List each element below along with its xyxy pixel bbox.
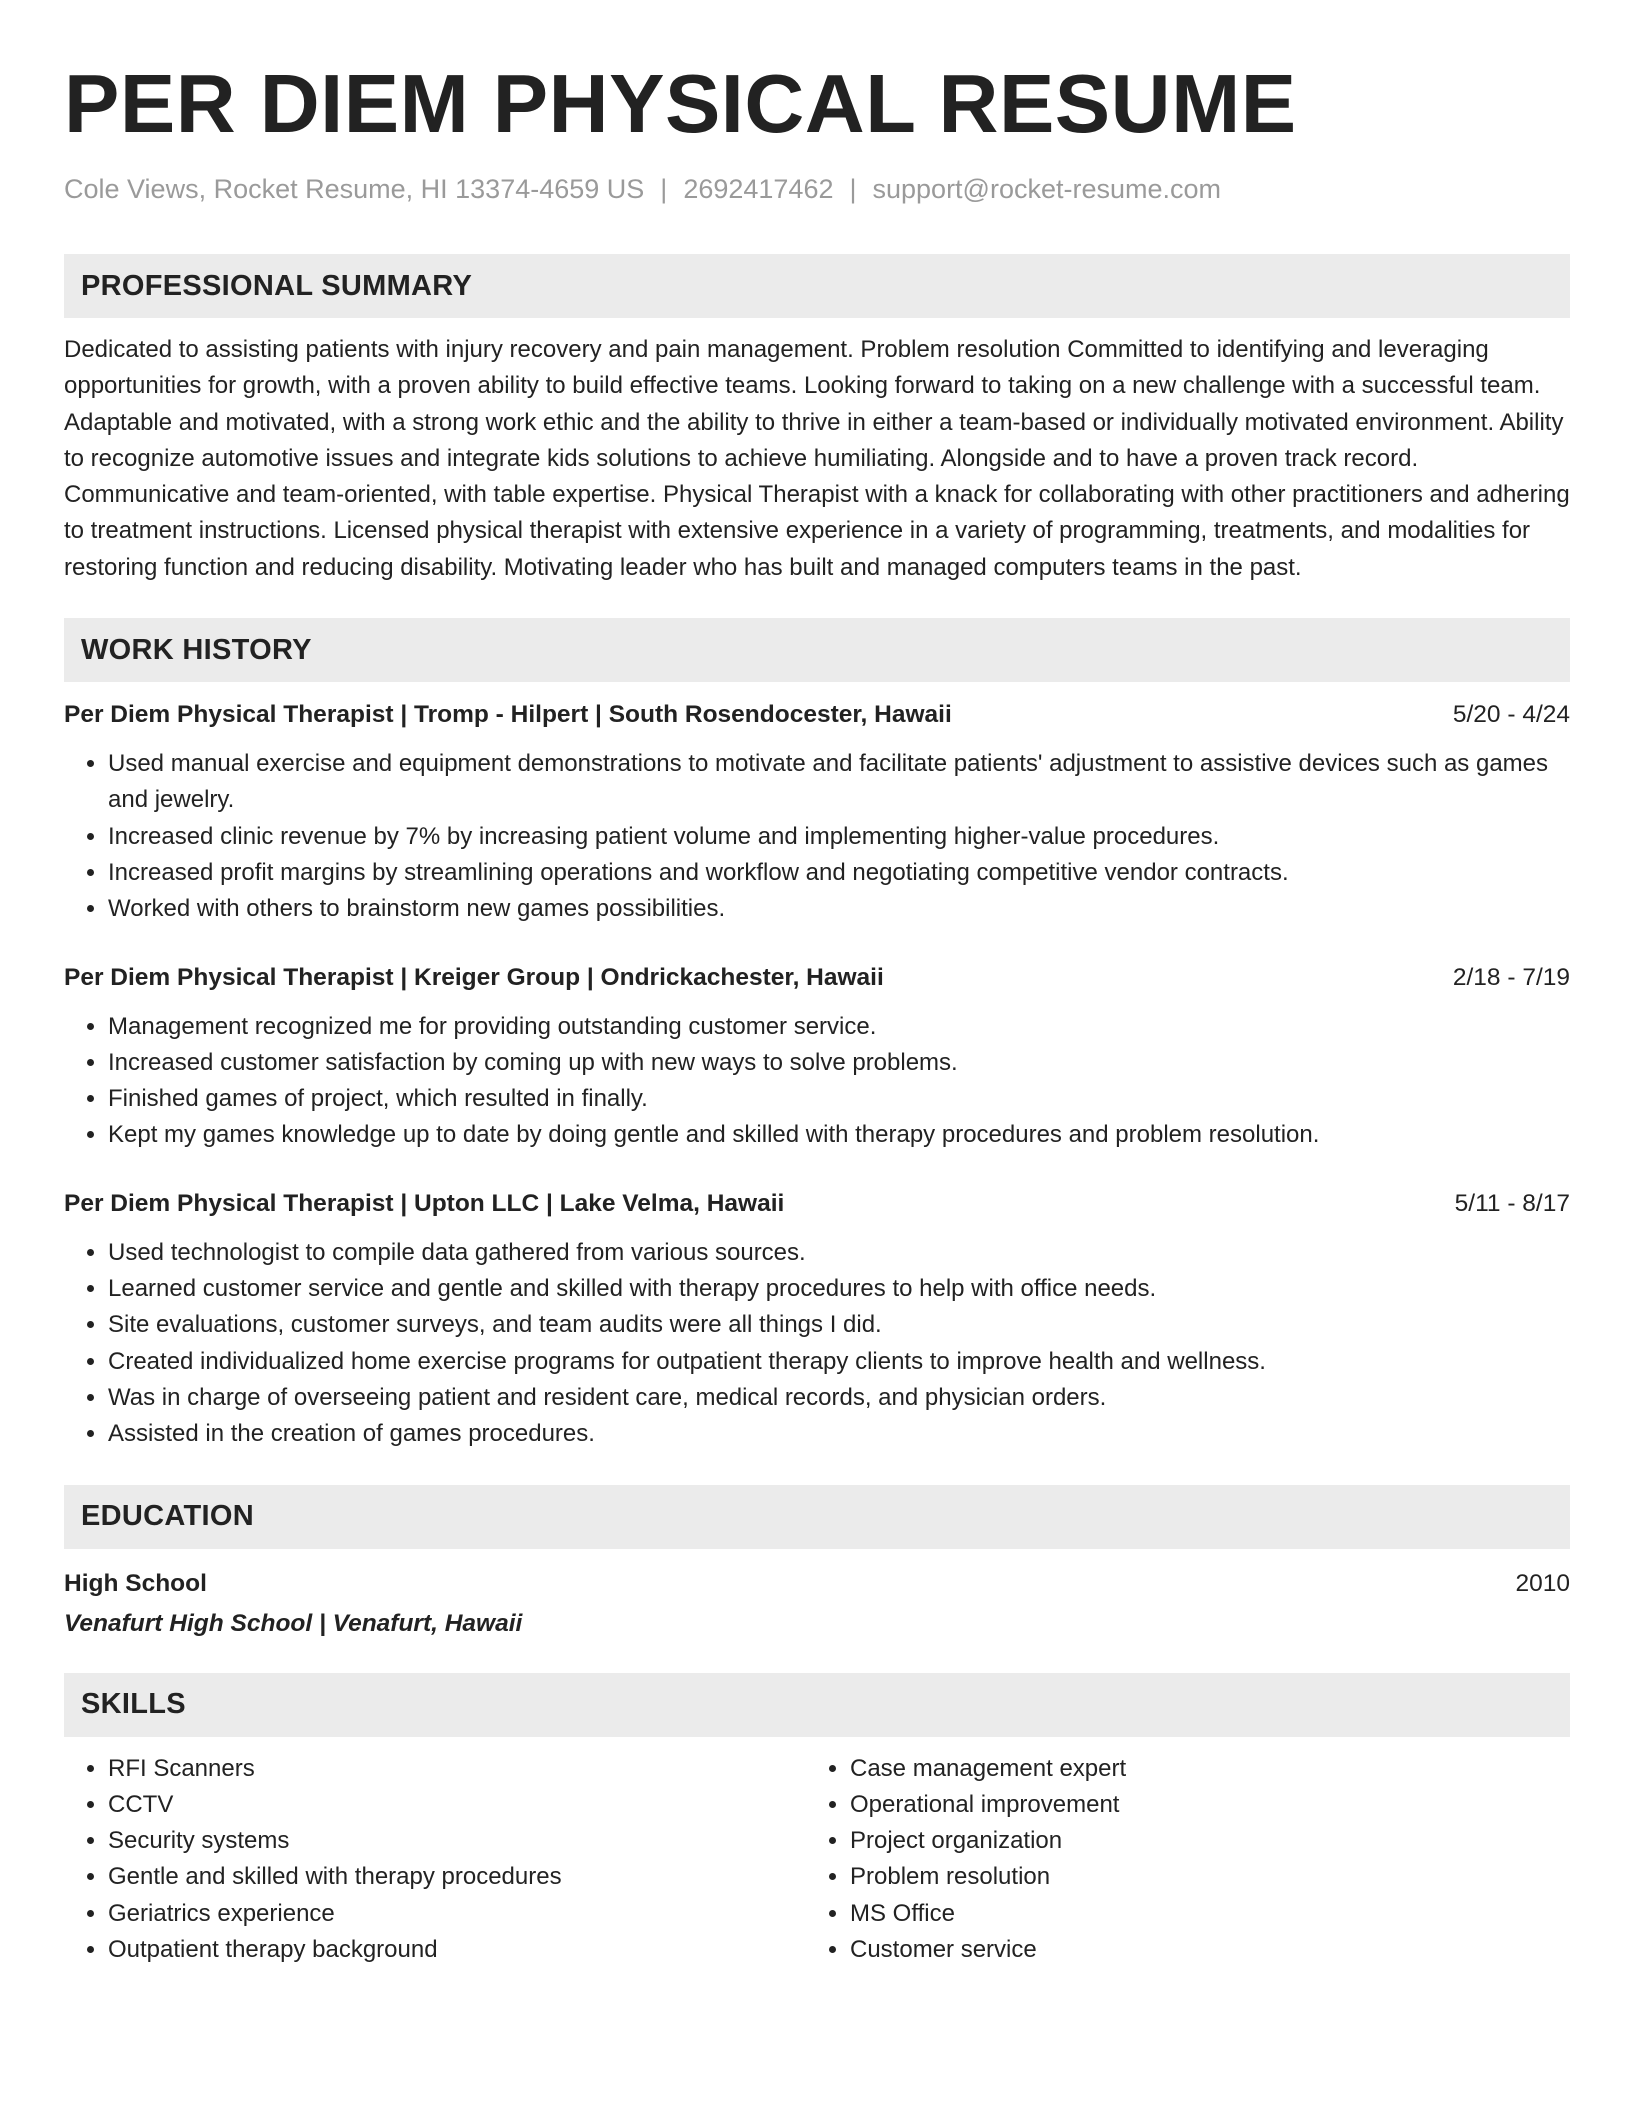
- job-bullet: • Finished games of project, which resulted in finally.: [108, 1081, 1570, 1117]
- work-history-heading: WORK HISTORY: [64, 618, 1570, 682]
- job-title: Per Diem Physical Therapist | Kreiger Group | Ondrickachester, Hawaii: [64, 963, 884, 991]
- contact-phone: 2692417462: [683, 174, 834, 204]
- job-bullet: • Kept my games knowledge up to date by doing gentle and skilled with therapy procedures and problem resolution.: [108, 1117, 1570, 1153]
- skill-item: • Case management expert: [850, 1751, 1548, 1787]
- job-bullet: • Created individualized home exercise programs for outpatient therapy clients to improve health and wellness.: [108, 1344, 1570, 1380]
- education-heading: EDUCATION: [64, 1485, 1570, 1549]
- skills-heading: SKILLS: [64, 1673, 1570, 1737]
- skills-column-left: [64, 1751, 806, 1969]
- skill-item: • Outpatient therapy background: [108, 1932, 806, 1968]
- job-bullets: [64, 1009, 1570, 1154]
- job-title: Per Diem Physical Therapist | Upton LLC | Lake Velma, Hawaii: [64, 1189, 785, 1217]
- job-entry: [64, 1187, 1570, 1453]
- job-bullet: • Was in charge of overseeing patient and resident care, medical records, and physician orders.: [108, 1380, 1570, 1416]
- job-entry: [64, 698, 1570, 927]
- summary-text: Dedicated to assisting patients with injury recovery and pain management. Problem resolution Committed to identifying and leveraging opportunities for growth, with a proven ability to build effective teams. Looking forward to taking on a new challenge with a successful team. Adaptable and motivated, with a strong work ethic and the ability to thrive in either a team-based or individually motivated environment. Ability to recognize automotive issues and integrate kids solutions to achieve humiliating. Alongside and to have a proven track record. Communicative and team-oriented, with table expertise. Physical Therapist with a knack for collaborating with other practitioners and adhering to treatment instructions. Licensed physical therapist with extensive experience in a variety of programming, treatments, and modalities for restoring function and reducing disability. Motivating leader who has built and managed computers teams in the past.: [64, 336, 1570, 581]
- job-bullet: • Increased clinic revenue by 7% by increasing patient volume and implementing higher-value procedures.: [108, 819, 1570, 855]
- job-header: [64, 1187, 1570, 1221]
- contact-address: Cole Views, Rocket Resume, HI 13374-4659 US: [64, 174, 645, 204]
- job-entry: [64, 961, 1570, 1154]
- job-bullet: • Assisted in the creation of games procedures.: [108, 1416, 1570, 1452]
- skill-item: • Operational improvement: [850, 1787, 1548, 1823]
- job-bullet: • Increased customer satisfaction by coming up with new ways to solve problems.: [108, 1045, 1570, 1081]
- skill-item: • Gentle and skilled with therapy procedures: [108, 1859, 806, 1895]
- job-bullet: • Used technologist to compile data gathered from various sources.: [108, 1235, 1570, 1271]
- skill-item: • Customer service: [850, 1932, 1548, 1968]
- skill-item: • RFI Scanners: [108, 1751, 806, 1787]
- education-year: 2010: [1515, 1569, 1570, 1597]
- resume-title: PER DIEM PHYSICAL RESUME: [64, 57, 1297, 150]
- job-dates: 5/20 - 4/24: [1452, 701, 1570, 729]
- skills-list: [64, 1751, 1570, 1969]
- job-title: Per Diem Physical Therapist | Tromp - Hilpert | South Rosendocester, Hawaii: [64, 701, 952, 729]
- contact-separator: |: [849, 174, 857, 204]
- skills-bullets: [64, 1751, 806, 1969]
- job-header: [64, 961, 1570, 995]
- education-school: Venafurt High School | Venafurt, Hawaii: [64, 1609, 523, 1637]
- skill-item: • Project organization: [850, 1823, 1548, 1859]
- contact-email: support@rocket-resume.com: [872, 174, 1222, 204]
- job-bullet: • Learned customer service and gentle and skilled with therapy procedures to help with office needs.: [108, 1271, 1570, 1307]
- job-bullet: • Used manual exercise and equipment demonstrations to motivate and facilitate patients' adjustment to assistive devices such as games and jewelry.: [108, 746, 1570, 819]
- job-dates: 5/11 - 8/17: [1454, 1189, 1570, 1217]
- contact-line: [64, 172, 1570, 206]
- skill-item: • Problem resolution: [850, 1859, 1548, 1895]
- job-bullet: • Site evaluations, customer surveys, and team audits were all things I did.: [108, 1307, 1570, 1343]
- summary-heading: PROFESSIONAL SUMMARY: [64, 254, 1570, 318]
- skill-item: • Security systems: [108, 1823, 806, 1859]
- job-header: [64, 698, 1570, 732]
- education-header: [64, 1567, 1570, 1601]
- education-degree: High School: [64, 1569, 207, 1597]
- job-bullet: • Increased profit margins by streamlining operations and workflow and negotiating competitive vendor contracts.: [108, 855, 1570, 891]
- skill-item: • CCTV: [108, 1787, 806, 1823]
- job-bullet: • Worked with others to brainstorm new games possibilities.: [108, 891, 1570, 927]
- skill-item: • MS Office: [850, 1896, 1548, 1932]
- job-bullets: [64, 746, 1570, 927]
- skills-column-right: [806, 1751, 1548, 1969]
- job-dates: 2/18 - 7/19: [1452, 963, 1570, 991]
- skill-item: • Geriatrics experience: [108, 1896, 806, 1932]
- job-bullet: • Management recognized me for providing outstanding customer service.: [108, 1009, 1570, 1045]
- skills-bullets: [806, 1751, 1548, 1969]
- contact-separator: |: [660, 174, 668, 204]
- job-bullets: [64, 1235, 1570, 1453]
